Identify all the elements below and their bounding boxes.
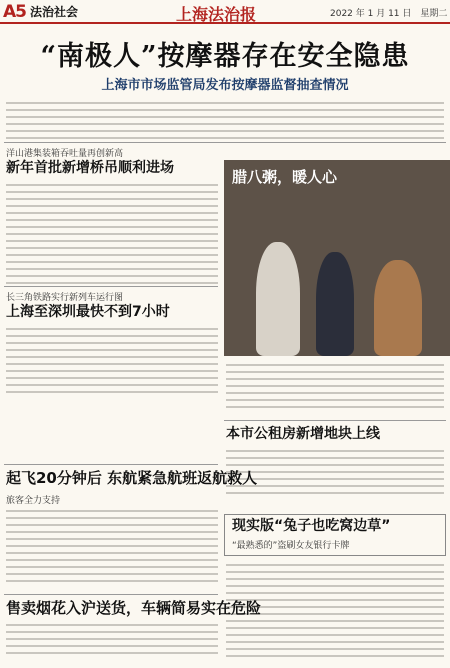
- fireworks-headline: 售卖烟花入沪送货，车辆简易实在危险: [6, 599, 262, 617]
- snow-body-text: [6, 184, 218, 284]
- newspaper-logo: 上海法治报: [176, 5, 257, 24]
- train-body-text: [6, 328, 218, 393]
- bank-headline: 现实版“兔子也吃窝边草”: [232, 518, 391, 534]
- right-body-text: [226, 364, 444, 408]
- snow-headline: 新年首批新增桥吊顺利进场: [6, 160, 174, 176]
- photo-caption: 腊八粥，暖人心: [232, 168, 338, 186]
- housing-body-text: [226, 450, 444, 494]
- snow-kicker: 洋山港集装箱吞吐量再创新高: [6, 149, 124, 159]
- divider: [224, 420, 446, 421]
- lead-body-text: [6, 102, 444, 139]
- flight-body-text: [6, 510, 218, 582]
- train-headline: 上海至深圳最快不到7小时: [6, 304, 170, 320]
- divider: [4, 464, 218, 465]
- divider: [4, 142, 446, 143]
- date-line: 2022 年 1 月 11 日 星期二: [330, 9, 448, 19]
- lead-headline: “南极人”按摩器存在安全隐患: [40, 41, 410, 72]
- section-name: 法治社会: [30, 5, 79, 19]
- bank-kicker: “最熟悉的”盗刷女友银行卡牌: [232, 541, 350, 551]
- flight-kicker: 旅客全力支持: [6, 496, 61, 506]
- train-kicker: 长三角铁路实行新列车运行图: [6, 293, 124, 303]
- masthead: [0, 0, 450, 24]
- news-photo: [224, 160, 450, 356]
- flight-headline: 起飞20分钟后 东航紧急航班返航救人: [6, 469, 258, 487]
- housing-headline: 本市公租房新增地块上线: [226, 426, 380, 442]
- divider: [4, 594, 218, 595]
- page-number: A5: [3, 2, 26, 22]
- divider: [4, 286, 218, 287]
- lead-subhead: 上海市市场监管局发布按摩器监督抽查情况: [101, 78, 349, 93]
- fireworks-body-text: [6, 624, 218, 654]
